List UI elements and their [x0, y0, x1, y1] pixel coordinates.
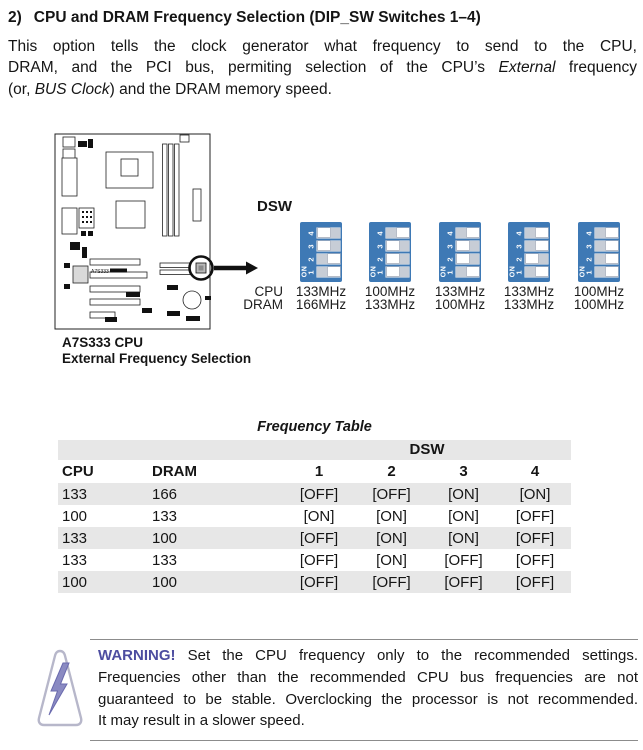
dip-switch-3-on	[445, 241, 479, 251]
dip-switch-track	[595, 241, 618, 251]
intro-line-1	[8, 36, 637, 57]
table-cell: 166	[152, 485, 178, 503]
dip-switch-3-on	[375, 241, 409, 251]
board-silkscreen-label: A7S333	[91, 269, 109, 275]
component	[142, 308, 152, 313]
dip-switch-number: 1	[375, 269, 385, 275]
dip-switch-track	[456, 241, 479, 251]
jumper	[81, 231, 86, 236]
component	[82, 247, 87, 258]
table-cell: 133	[62, 485, 88, 503]
dip-switch-track	[525, 241, 548, 251]
table-cell: [OFF]	[299, 485, 339, 503]
table-cell: 100	[62, 507, 88, 525]
callout-arrow-head	[246, 262, 258, 275]
dip-switch-number: 3	[584, 243, 594, 249]
cpu-frequency-value: 100MHz	[573, 284, 625, 299]
table-column-header: 2	[387, 463, 396, 480]
cpu-frequency-value: 133MHz	[503, 284, 555, 299]
dip-switch-knob	[397, 228, 409, 237]
dip-switch-on-label: ON	[370, 265, 378, 278]
table-row	[58, 483, 571, 505]
dip-switch-knob	[467, 228, 479, 237]
table-column-header: 4	[530, 463, 540, 480]
dip-switch-knob	[536, 228, 548, 237]
dip-switch-knob	[606, 228, 618, 237]
table-cell: [OFF]	[515, 507, 555, 525]
serial-port	[62, 208, 77, 234]
dip-switch-4-off	[584, 228, 618, 238]
intro-line-2	[8, 57, 637, 78]
dip-switch-1-off	[584, 267, 618, 277]
dram-frequency-value: 100MHz	[573, 297, 625, 312]
dip-switch-1-on	[375, 267, 409, 277]
component	[64, 263, 70, 268]
dip-switch-track	[525, 254, 548, 264]
dip-switch-4-off	[375, 228, 409, 238]
dip-switch-knob	[328, 254, 340, 263]
table-cell: [OFF]	[372, 573, 411, 591]
table-row	[58, 527, 571, 549]
dram-frequency-value: 133MHz	[364, 297, 416, 312]
parallel-port	[62, 158, 77, 196]
dip-switch-knob	[328, 267, 340, 276]
dip-switch-block-3	[439, 222, 481, 282]
dimm-slot	[169, 144, 174, 236]
table-cell: 133	[62, 529, 88, 547]
dip-switch-2-on	[375, 254, 409, 264]
component	[105, 317, 117, 322]
dip-switch-knob	[457, 254, 469, 263]
dip-switch-track	[386, 241, 409, 251]
dram-frequency-value: 100MHz	[434, 297, 486, 312]
table-cell: 100	[62, 573, 88, 591]
warning-line-1	[98, 645, 638, 667]
text-segment: This option tells the clock generator what frequency to send to the CPU,	[8, 38, 637, 55]
dip-switch-knob	[387, 254, 399, 263]
warning-line-3	[98, 689, 638, 711]
dip-switch-knob	[467, 267, 479, 276]
component	[70, 242, 80, 250]
dip-switch-number: 4	[445, 230, 455, 236]
table-cell: [OFF]	[444, 573, 483, 591]
dip-switch-number: 4	[306, 230, 316, 236]
dip-switch-4-on	[306, 228, 340, 238]
text-segment: (or,	[8, 80, 35, 98]
dip-switch-number: 3	[514, 243, 524, 249]
dip-switch-on-label: ON	[301, 265, 309, 278]
component	[64, 284, 70, 289]
dram-frequency-value: 166MHz	[295, 297, 347, 312]
dip-switch-3-off	[514, 241, 548, 251]
dip-switch-block-1	[300, 222, 342, 282]
warning-line-2	[98, 667, 638, 689]
table-column-header: CPU	[62, 463, 94, 480]
table-cell: [OFF]	[299, 573, 339, 591]
table-cell: [ON]	[376, 529, 407, 547]
table-cell: [OFF]	[515, 551, 555, 569]
table-cell: 100	[152, 529, 178, 547]
asus-logo	[110, 269, 127, 273]
dip-switch-track	[595, 228, 618, 238]
dip-switch-block-2	[369, 222, 411, 282]
cpu-row-label: CPU	[254, 284, 283, 299]
table-row	[58, 571, 571, 593]
dip-switch-knob	[387, 267, 399, 276]
dip-switch-track	[456, 267, 479, 277]
text-segment: ) and the DRAM memory speed.	[109, 80, 332, 98]
table-cell: [ON]	[376, 551, 407, 569]
dip-switch-number: 2	[584, 256, 594, 262]
atx-connector	[193, 189, 201, 221]
table-cell: [OFF]	[515, 573, 555, 591]
dip-switch-1-off	[445, 267, 479, 277]
chipset	[116, 201, 145, 228]
text-segment: guaranteed to be stable. Overclocking the processor is not recommended.	[98, 690, 638, 708]
table-column-header: 1	[314, 463, 324, 480]
dip-switch-2-off	[306, 254, 340, 264]
dip-switch-knob	[606, 267, 618, 276]
dip-switch-knob	[387, 241, 399, 250]
table-row	[58, 549, 571, 571]
dip-switch-track	[317, 254, 340, 264]
dip-switch-track	[386, 228, 409, 238]
component	[205, 296, 211, 300]
table-cell: [OFF]	[299, 551, 339, 569]
dip-switch-track	[317, 241, 340, 251]
table-cell: [ON]	[448, 485, 479, 503]
dip-switch-4-off	[445, 228, 479, 238]
table-column-header: DRAM	[152, 463, 197, 480]
jumper	[88, 231, 93, 236]
text-segment: Set the CPU frequency only to the recommended settings.	[175, 647, 638, 664]
dip-switch-number: 4	[375, 230, 385, 236]
battery	[183, 291, 201, 309]
dip-switch-track	[595, 267, 618, 277]
warning-label: WARNING!	[98, 647, 176, 664]
text-segment: frequency	[555, 59, 637, 77]
table-row	[58, 505, 571, 527]
agp-slot	[90, 259, 140, 265]
intro-line-3	[8, 79, 637, 100]
dip-switch-number: 2	[306, 256, 316, 262]
dip-switch-block-4	[508, 222, 550, 282]
table-cell: [ON]	[448, 529, 479, 547]
dip-switch-location-inner	[199, 266, 204, 271]
warning-lightning-icon	[34, 646, 86, 732]
table-header-row	[58, 460, 571, 483]
dip-switch-2-on	[514, 254, 548, 264]
component	[167, 311, 180, 316]
dip-switch-4-off	[514, 228, 548, 238]
dip-switch-on-label: ON	[440, 265, 448, 278]
pci-slot	[90, 286, 140, 292]
dip-switch-track	[456, 228, 479, 238]
dimm-slot	[163, 144, 168, 236]
dip-switch-track	[456, 254, 479, 264]
component	[78, 141, 87, 147]
dip-switch-knob	[318, 241, 330, 250]
pci-slot	[90, 299, 140, 305]
board-caption	[62, 335, 251, 367]
dip-switch-track	[595, 254, 618, 264]
table-cell: 133	[62, 551, 88, 569]
dip-switch-number: 1	[306, 269, 316, 275]
table-cell: 100	[152, 573, 178, 591]
ide-connector	[160, 263, 190, 268]
section-title: CPU and DRAM Frequency Selection (DIP_SW Switches 1–4)	[33, 9, 481, 26]
dip-switch-knob	[536, 241, 548, 250]
dimm-slot	[175, 144, 180, 236]
text-segment: It may result in a slower speed.	[98, 712, 305, 730]
italic-term: BUS Clock	[34, 80, 110, 98]
dip-switch-number: 3	[445, 243, 455, 249]
table-cell: [ON]	[376, 507, 407, 525]
table-cell: [ON]	[519, 485, 551, 503]
frequency-table	[58, 440, 571, 593]
section-heading	[8, 9, 638, 27]
dip-switch-number: 1	[584, 269, 594, 275]
table-cell: [ON]	[448, 507, 479, 525]
dip-switch-track	[386, 267, 409, 277]
dip-switch-number: 2	[375, 256, 385, 262]
warning-rule-top	[90, 639, 638, 640]
board-caption-line1: A7S333 CPU	[62, 335, 144, 350]
dip-switch-3-off	[584, 241, 618, 251]
dip-switch-number: 4	[514, 230, 524, 236]
dip-switch-knob	[526, 254, 538, 263]
dip-switch-2-off	[584, 254, 618, 264]
dip-switch-2-on	[445, 254, 479, 264]
frequency-table-title: Frequency Table	[257, 419, 372, 435]
dip-switch-number: 3	[306, 243, 316, 249]
intro-paragraph	[8, 36, 637, 100]
cpu-frequency-value: 100MHz	[364, 284, 416, 299]
cpu-frequency-value: 133MHz	[295, 284, 347, 299]
component	[180, 135, 189, 142]
table-column-header: 3	[459, 463, 468, 480]
dip-switch-number: 4	[584, 230, 594, 236]
text-segment: Frequencies other than the recommended CPU bus frequencies are not	[98, 668, 638, 686]
dip-switch-knob	[457, 241, 469, 250]
warning-text	[98, 645, 638, 732]
cpu-frequency-value: 133MHz	[434, 284, 486, 299]
component	[186, 316, 200, 321]
component	[126, 292, 140, 297]
dip-switch-number: 1	[514, 269, 524, 275]
table-cell: [ON]	[303, 507, 335, 525]
table-cell: 133	[152, 507, 178, 525]
table-cell: [OFF]	[444, 551, 483, 569]
table-cell: [OFF]	[299, 529, 339, 547]
dsw-label: DSW	[257, 198, 292, 215]
dip-switch-on-label: ON	[509, 265, 517, 278]
table-cell: [OFF]	[515, 529, 555, 547]
dip-switch-number: 2	[514, 256, 524, 262]
io-chip	[73, 266, 88, 283]
dip-switch-on-label: ON	[579, 265, 587, 278]
ps2-port	[63, 137, 75, 147]
table-cell: [OFF]	[372, 485, 411, 503]
table-cell: 133	[152, 551, 178, 569]
table-group-header-band	[58, 440, 571, 460]
cpu-socket-center	[121, 159, 138, 176]
dram-row-label: DRAM	[243, 297, 283, 312]
warning-rule-bottom	[90, 740, 638, 741]
dram-frequency-value: 133MHz	[503, 297, 555, 312]
dip-switch-track	[386, 254, 409, 264]
italic-term: External	[498, 59, 556, 77]
dip-switch-number: 2	[445, 256, 455, 262]
text-segment: DRAM, and the PCI bus, permiting selection of the CPU’s	[8, 59, 499, 77]
dip-switch-track	[525, 228, 548, 238]
dip-switch-track	[317, 267, 340, 277]
dip-switch-knob	[536, 267, 548, 276]
dip-switch-knob	[606, 241, 618, 250]
section-number: 2)	[8, 9, 22, 26]
dip-switch-track	[317, 228, 340, 238]
dip-switch-3-on	[306, 241, 340, 251]
dip-switch-number: 1	[445, 269, 455, 275]
dip-switch-1-off	[306, 267, 340, 277]
dip-switch-block-5	[578, 222, 620, 282]
dip-switch-number: 3	[375, 243, 385, 249]
component	[167, 285, 178, 290]
dip-switch-1-off	[514, 267, 548, 277]
dip-switch-track	[525, 267, 548, 277]
ide-connector	[160, 270, 190, 275]
dip-switch-knob	[318, 228, 330, 237]
table-group-header: DSW	[409, 441, 445, 458]
warning-line-4	[98, 710, 638, 732]
component	[88, 139, 93, 148]
board-caption-line2: External Frequency Selection	[62, 351, 252, 366]
dip-switch-knob	[606, 254, 618, 263]
